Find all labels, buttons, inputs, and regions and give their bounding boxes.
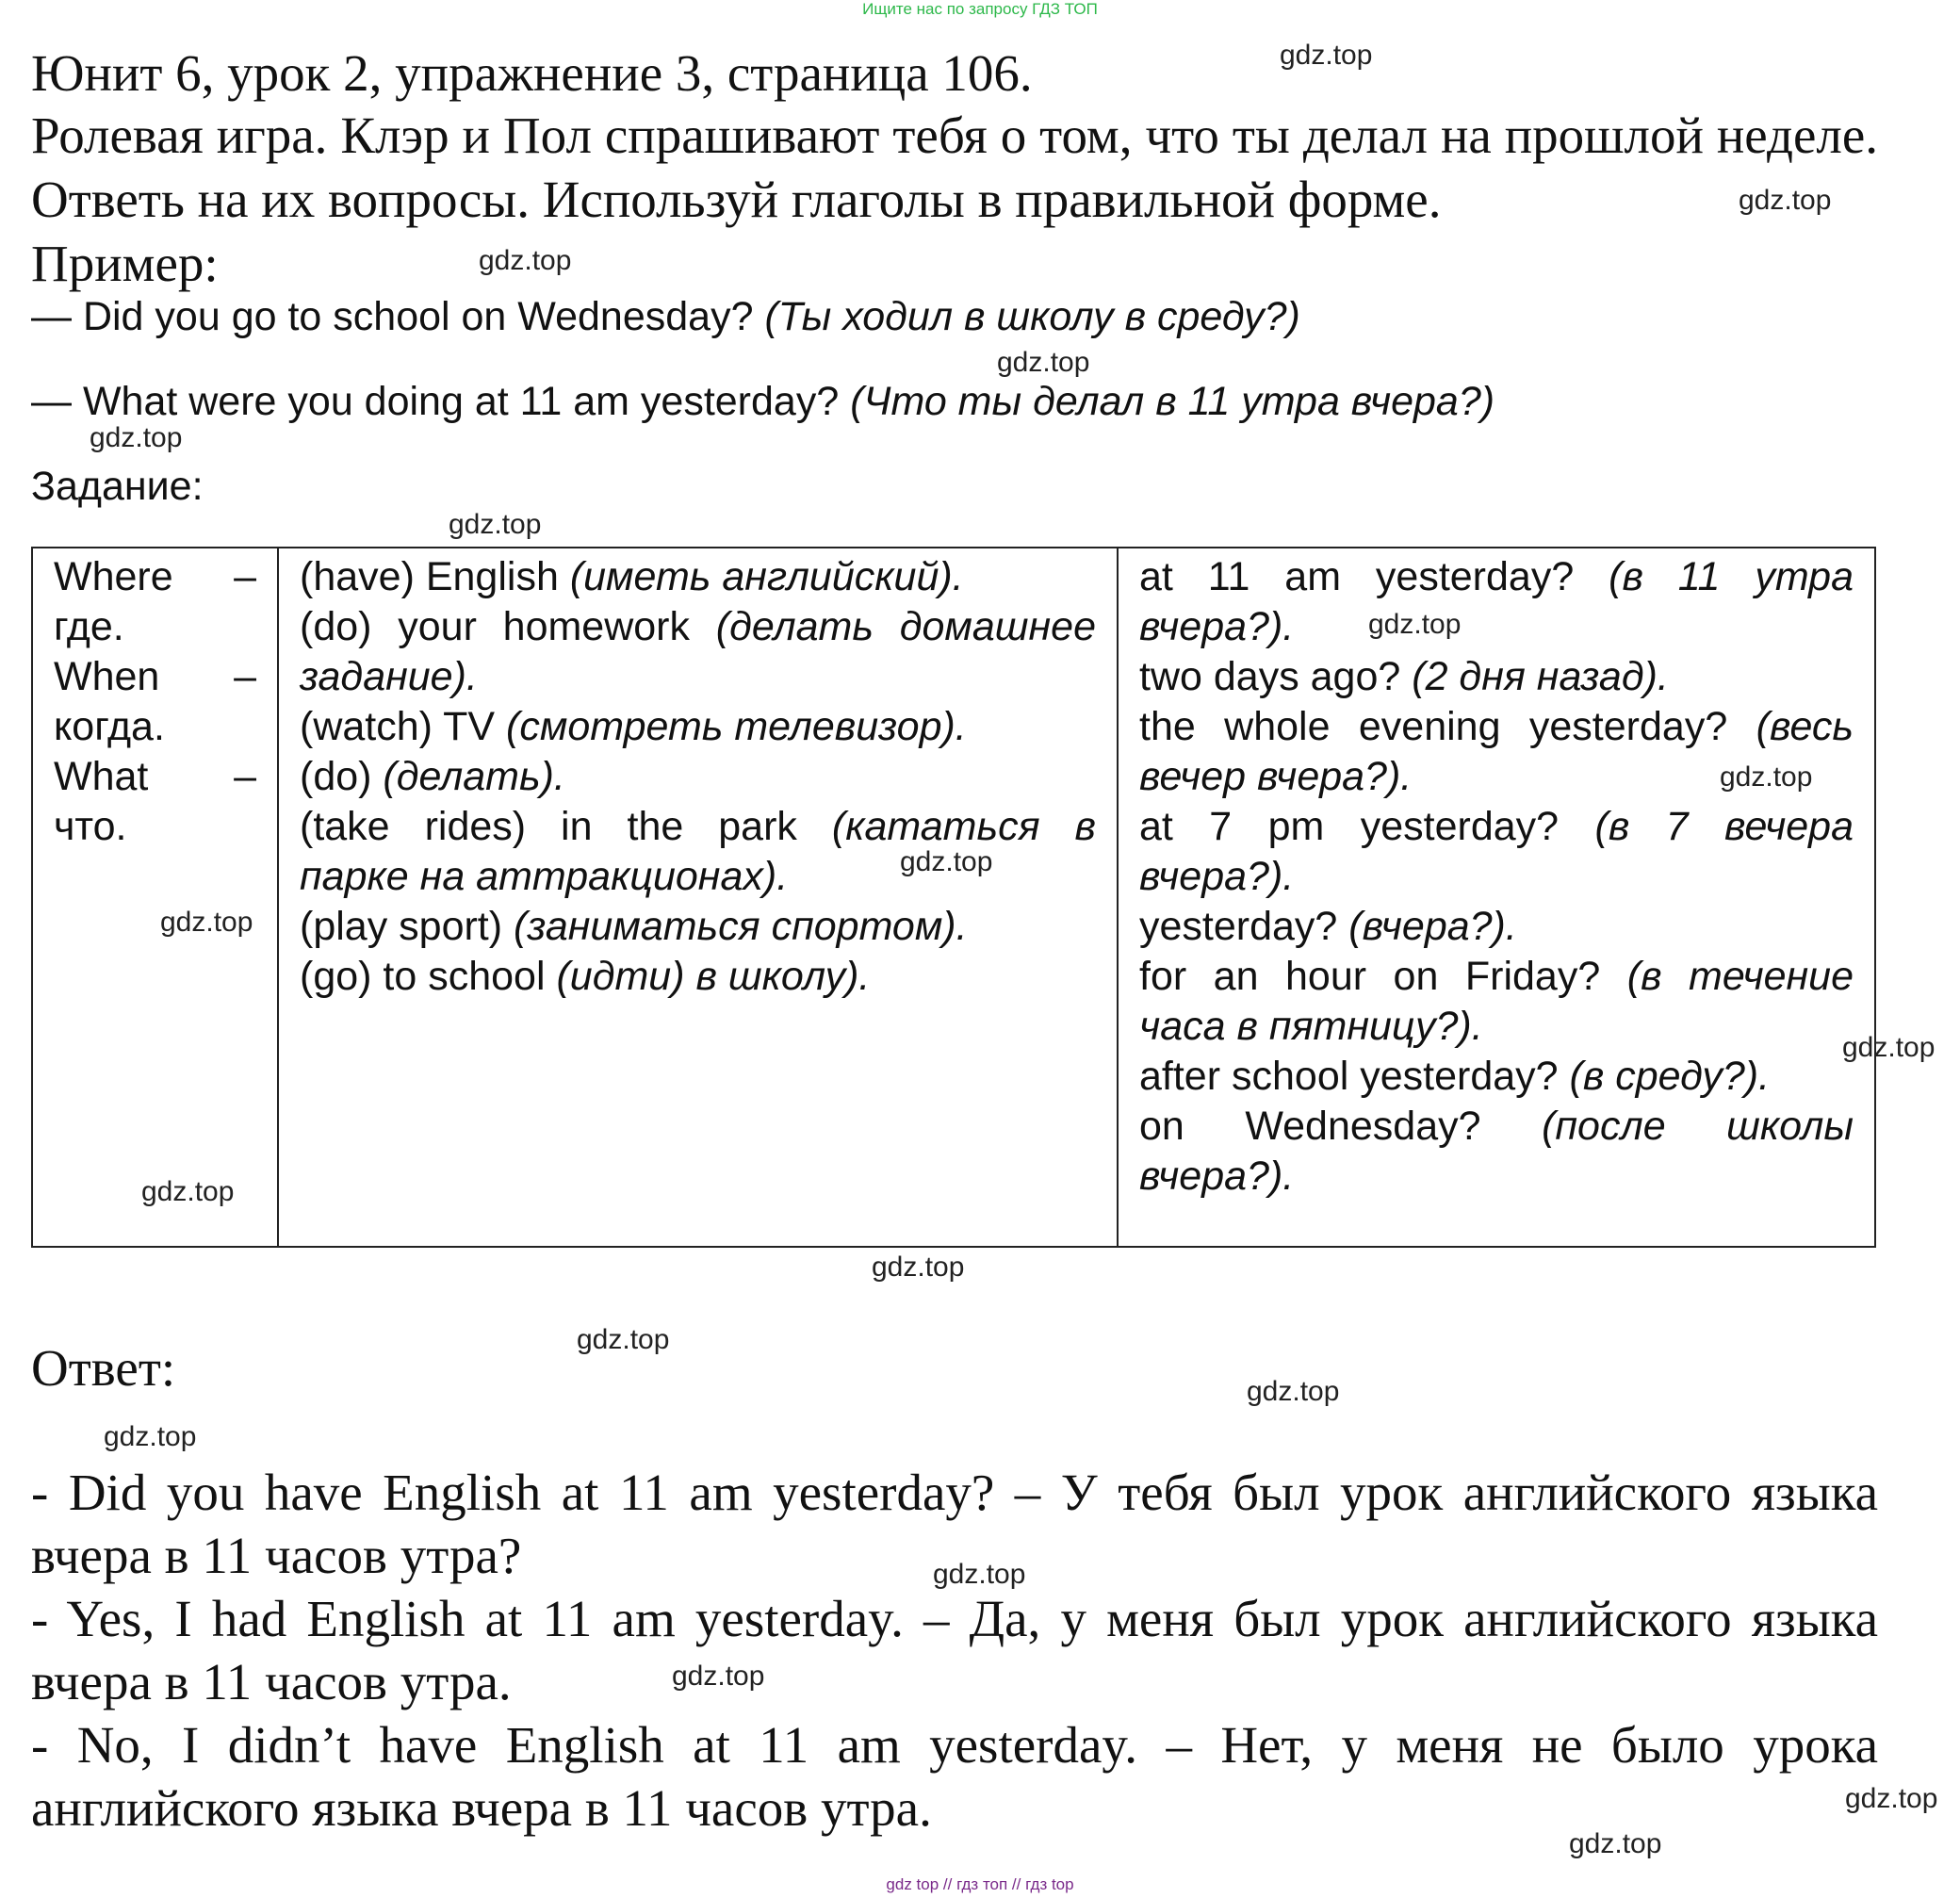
table-cell-line: What – (54, 754, 256, 799)
table-cell-line: (do) (делать). (300, 754, 565, 799)
table-cell-line: (have) English (иметь английский). (300, 554, 964, 599)
task-text: Ролевая игра. Клэр и Пол спрашивают тебя о том, что ты делал на прошлой неделе. Ответь на их вопросы. Используй глаголы в правильной форме. (31, 106, 1878, 228)
watermark: gdz.top (479, 245, 572, 276)
example-1-en: — Did you go to school on Wednesday? (31, 294, 754, 339)
table-cell-line: вчера?). (1139, 854, 1295, 899)
table-cell-line: on Wednesday? (после школы (1139, 1104, 1854, 1149)
table-cell-line: (do) your homework (делать домашнее (300, 604, 1096, 649)
watermark: gdz.top (104, 1421, 197, 1452)
watermark: gdz.top (672, 1661, 765, 1692)
answer-line-3: - No, I didn’t have English at 11 am yesterday. – Нет, у меня не было урока английского языка вчера в 11 часов утра. (31, 1716, 1878, 1837)
watermark: gdz.top (872, 1252, 965, 1283)
watermark: gdz.top (90, 422, 183, 453)
watermark: gdz.top (1368, 609, 1462, 640)
watermark: gdz.top (997, 347, 1090, 378)
table-cell-line: at 7 pm yesterday? (в 7 вечера (1139, 804, 1854, 849)
watermark: gdz.top (900, 846, 993, 877)
question-words-column (32, 548, 278, 1247)
answer-text (31, 1461, 1878, 1840)
table-cell-line: когда. (54, 704, 165, 749)
watermark: gdz.top (1569, 1828, 1662, 1859)
table-cell-line: the whole evening yesterday? (весь (1139, 704, 1854, 749)
watermark: gdz.top (160, 907, 253, 938)
watermark: gdz.top (1280, 40, 1373, 71)
table-cell-line: at 11 am yesterday? (в 11 утра (1139, 554, 1854, 599)
table-cell-line: (take rides) in the park (кататься в (300, 804, 1096, 849)
table-cell-line: after school yesterday? (в среду?). (1139, 1054, 1771, 1099)
top-banner-note: Ищите нас по запросу ГДЗ ТОП (862, 0, 1098, 18)
vocabulary-table (31, 547, 1876, 1248)
watermark: gdz.top (1845, 1783, 1938, 1814)
watermark: gdz.top (1739, 185, 1832, 216)
table-cell-line: Where – (54, 554, 256, 599)
table-cell-line: yesterday? (вчера?). (1139, 904, 1517, 949)
watermark: gdz.top (1247, 1376, 1340, 1407)
watermark: gdz.top (933, 1559, 1026, 1590)
task-label: Задание: (31, 464, 204, 509)
table-cell-line: (go) to school (идти) в школу). (300, 954, 871, 999)
table-cell-line: (watch) TV (смотреть телевизор). (300, 704, 967, 749)
example-label: Пример: (31, 235, 219, 292)
example-2-en: — What were you doing at 11 am yesterday? (31, 379, 840, 424)
watermark: gdz.top (141, 1176, 235, 1207)
answer-line-1: - Did you have English at 11 am yesterday? – У тебя был урок английского языка вчера в 11 часов утра? (31, 1464, 1878, 1584)
table-cell-line: вчера?). (1139, 1154, 1295, 1199)
bottom-banner-note: gdz top // гдз топ // гдз top (886, 1875, 1074, 1893)
table-cell-line: for an hour on Friday? (в течение (1139, 954, 1854, 999)
table-cell-line: часа в пятницу?). (1139, 1004, 1483, 1049)
answer-line-2: - Yes, I had English at 11 am yesterday. – Да, у меня был урок английского языка вчера в 11 часов утра. (31, 1590, 1878, 1710)
page-title: Юнит 6, урок 2, упражнение 3, страница 106. (31, 44, 1033, 102)
table-cell-line: парке на аттракционах). (300, 854, 789, 899)
verbs-column (278, 548, 1118, 1247)
table-cell-line: задание). (300, 654, 478, 699)
example-1-ru: (Ты ходил в школу в среду?) (764, 294, 1300, 339)
example-2-ru: (Что ты делал в 11 утра вчера?) (850, 379, 1495, 424)
watermark: gdz.top (577, 1324, 670, 1355)
time-column (1118, 548, 1875, 1247)
answer-label: Ответ: (31, 1339, 176, 1397)
table-cell-line: где. (54, 604, 124, 649)
table-cell-line: вечер вчера?). (1139, 754, 1413, 799)
example-line-2 (31, 377, 1494, 426)
watermark: gdz.top (1720, 761, 1813, 793)
table-cell-line: When – (54, 654, 256, 699)
example-line-1 (31, 292, 1300, 341)
watermark: gdz.top (449, 509, 542, 540)
table-cell-line: что. (54, 804, 127, 849)
table-cell-line: two days ago? (2 дня назад). (1139, 654, 1669, 699)
table-cell-line: (play sport) (заниматься спортом). (300, 904, 968, 949)
watermark: gdz.top (1842, 1032, 1936, 1063)
table-cell-line: вчера?). (1139, 604, 1295, 649)
